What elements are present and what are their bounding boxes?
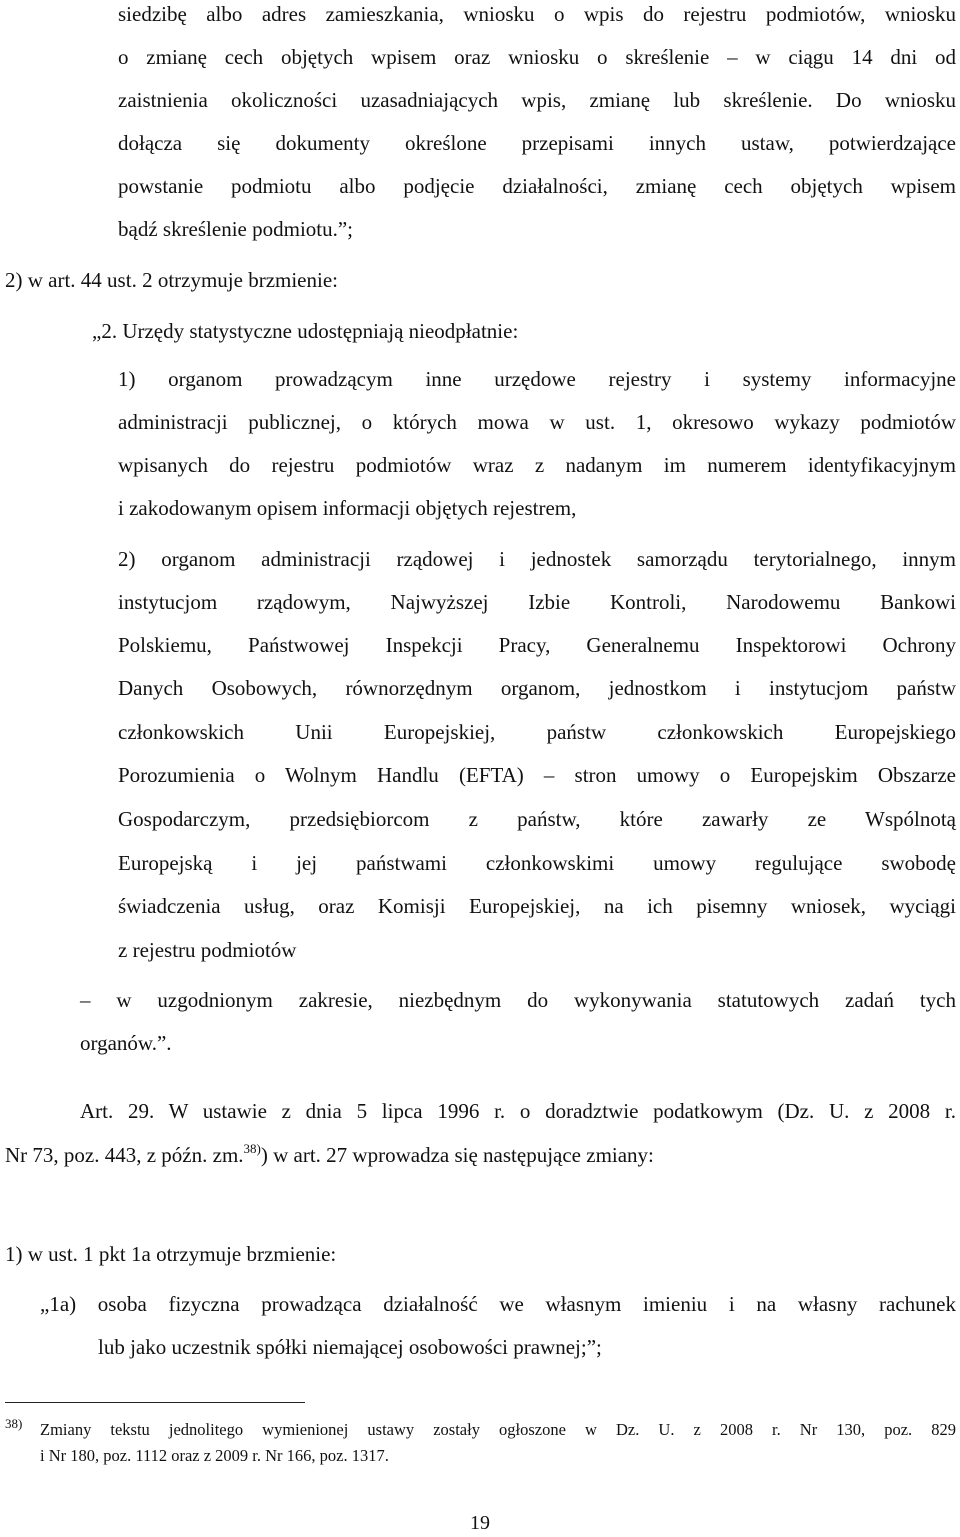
text-line: bądź skreślenie podmiotu.”;	[118, 217, 354, 241]
text-line: z rejestru podmiotów	[118, 938, 297, 962]
article-heading-line: Art. 29. W ustawie z dnia 5 lipca 1996 r. o doradztwie podatkowym (Dz. U. z 2008 r.	[80, 1099, 956, 1123]
text-line: Danych Osobowych, równorzędnym organom, jednostkom i instytucjom państw	[118, 676, 956, 700]
text-line: wpisanych do rejestru podmiotów wraz z nadanym im numerem identyfikacyjnym	[118, 453, 956, 477]
footnote-text: Zmiany tekstu jednolitego wymienionej ustawy zostały ogłoszone w Dz. U. z 2008 r. Nr 130, poz. 829	[40, 1420, 956, 1439]
text-line: dołącza się dokumenty określone przepisami innych ustaw, potwierdzające	[118, 131, 956, 155]
text-line: członkowskich Unii Europejskiej, państw członkowskich Europejskiego	[118, 720, 956, 744]
footnote-separator	[5, 1402, 305, 1403]
text-line: 1) organom prowadzącym inne urzędowe rejestry i systemy informacyjne	[118, 367, 956, 391]
text-fragment: Nr 73, poz. 443, z późn. zm.	[5, 1143, 244, 1167]
text-line: – w uzgodnionym zakresie, niezbędnym do wykonywania statutowych zadań tych	[80, 988, 956, 1012]
text-line: organów.”.	[80, 1031, 172, 1055]
text-line: o zmianę cech objętych wpisem oraz wniosku o skreślenie – w ciągu 14 dni od	[118, 45, 956, 69]
text-line: powstanie podmiotu albo podjęcie działalności, zmianę cech objętych wpisem	[118, 174, 956, 198]
text-line: siedzibę albo adres zamieszkania, wniosku o wpis do rejestru podmiotów, wniosku	[118, 2, 956, 26]
footnote-marker: 38)	[5, 1416, 23, 1431]
text-fragment: ) w art. 27 wprowadza się następujące zmiany:	[260, 1143, 654, 1167]
quoted-provision: „2. Urzędy statystyczne udostępniają nieodpłatnie:	[92, 319, 519, 343]
text-line: administracji publicznej, o których mowa w ust. 1, okresowo wykazy podmiotów	[118, 410, 956, 434]
page-number: 19	[470, 1512, 490, 1534]
text-line	[5, 1142, 654, 1171]
text-line: zaistnienia okoliczności uzasadniających wpis, zmianę lub skreślenie. Do wniosku	[118, 88, 956, 112]
text-line: instytucjom rządowym, Najwyższej Izbie Kontroli, Narodowemu Bankowi	[118, 590, 956, 614]
text-line: lub jako uczestnik spółki niemającej osobowości prawnej;”;	[98, 1335, 602, 1359]
text-line: świadczenia usług, oraz Komisji Europejskiej, na ich pisemny wniosek, wyciągi	[118, 894, 956, 918]
footnote-reference: 38)	[243, 1141, 261, 1156]
list-item-heading: 2) w art. 44 ust. 2 otrzymuje brzmienie:	[5, 268, 338, 292]
text-line: Porozumienia o Wolnym Handlu (EFTA) – stron umowy o Europejskim Obszarze	[118, 763, 956, 787]
text-line: Polskiemu, Państwowej Inspekcji Pracy, Generalnemu Inspektorowi Ochrony	[118, 633, 956, 657]
footnote-text: i Nr 180, poz. 1112 oraz z 2009 r. Nr 166, poz. 1317.	[40, 1446, 389, 1465]
text-line: Gospodarczym, przedsiębiorcom z państw, które zawarły ze Wspólnotą	[118, 807, 956, 831]
quoted-provision: „1a) osoba fizyczna prowadząca działalność we własnym imieniu i na własny rachunek	[40, 1292, 956, 1316]
list-item-heading: 1) w ust. 1 pkt 1a otrzymuje brzmienie:	[5, 1242, 337, 1266]
text-line: Europejską i jej państwami członkowskimi umowy regulujące swobodę	[118, 851, 956, 875]
text-line: 2) organom administracji rządowej i jednostek samorządu terytorialnego, innym	[118, 547, 956, 571]
text-line: i zakodowanym opisem informacji objętych rejestrem,	[118, 496, 577, 520]
